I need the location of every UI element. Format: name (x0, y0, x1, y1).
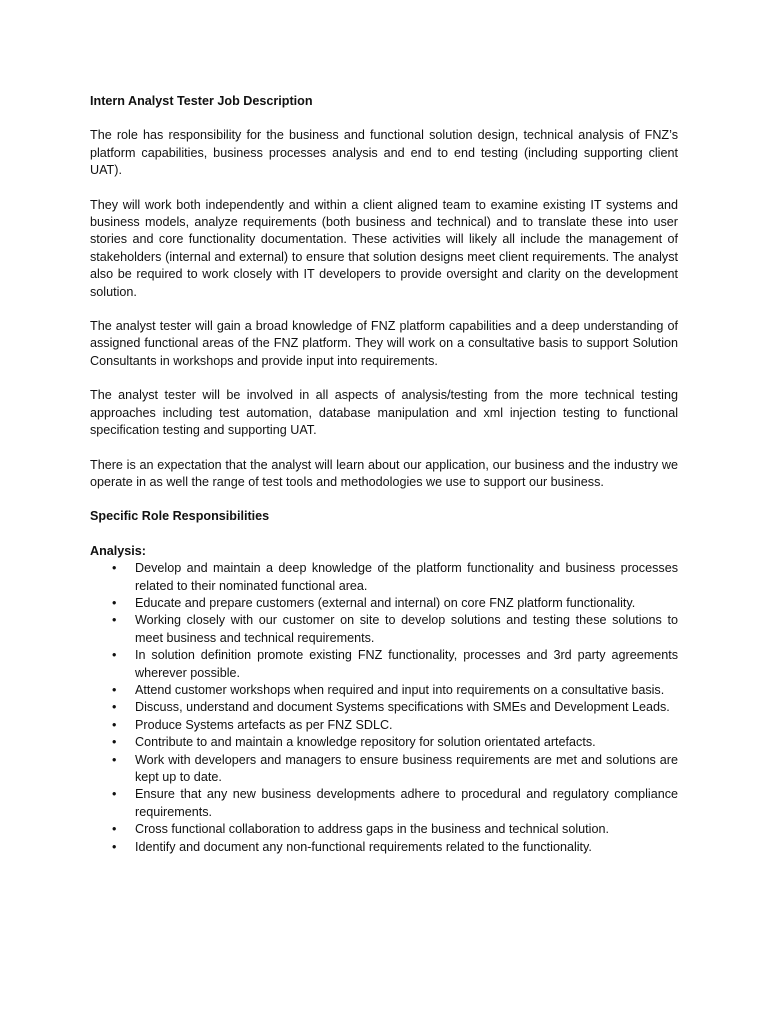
section-heading-responsibilities: Specific Role Responsibilities (90, 509, 270, 524)
list-item (90, 560, 678, 595)
list-item-text: Work with developers and managers to ensure business requirements are met and solutions are kept up to date. (135, 752, 678, 784)
list-item-text: In solution definition promote existing FNZ functionality, processes and 3rd party agreements wherever possible. (135, 648, 678, 680)
document-title: Intern Analyst Tester Job Description (90, 94, 313, 108)
bullet-icon: • (112, 735, 117, 750)
list-item (90, 786, 678, 821)
list-item (90, 821, 678, 838)
list-item (90, 752, 678, 787)
bullet-icon: • (112, 613, 117, 628)
list-item-text: Identify and document any non-functional requirements related to the functionality. (135, 839, 592, 854)
list-item (90, 717, 678, 734)
paragraph-testing-scope: The analyst tester will be involved in all aspects of analysis/testing from the more technical testing approaches including test automation, database manipulation and xml injection testing to functional specification testing and supporting UAT. (90, 388, 678, 438)
list-item (90, 699, 678, 716)
list-item-text: Educate and prepare customers (external and internal) on core FNZ platform functionality. (135, 595, 636, 610)
list-item (90, 682, 678, 699)
bullet-icon: • (112, 822, 117, 837)
analysis-heading: Analysis: (90, 543, 146, 558)
list-item-text: Produce Systems artefacts as per FNZ SDLC. (135, 717, 393, 732)
list-item-text: Attend customer workshops when required and input into requirements on a consultative basis. (135, 682, 665, 697)
list-item (90, 647, 678, 682)
paragraph-platform-knowledge: The analyst tester will gain a broad knowledge of FNZ platform capabilities and a deep understanding of assigned functional areas of the FNZ platform. They will work on a consultative basis to support Solution Consultants in workshops and provide input into requirements. (90, 319, 678, 368)
list-item-text: Discuss, understand and document Systems specifications with SMEs and Development Leads. (135, 700, 670, 715)
analysis-list (90, 560, 678, 856)
list-item-text: Develop and maintain a deep knowledge of the platform functionality and business processes related to their nominated functional area. (135, 561, 678, 593)
bullet-icon: • (112, 717, 117, 732)
bullet-icon: • (112, 648, 117, 663)
bullet-icon: • (112, 595, 117, 610)
bullet-icon: • (112, 752, 117, 767)
bullet-icon: • (112, 682, 117, 697)
list-item-text: Ensure that any new business developments adhere to procedural and regulatory compliance requirements. (135, 787, 678, 819)
bullet-icon: • (112, 561, 117, 576)
list-item (90, 612, 678, 647)
bullet-icon: • (112, 700, 117, 715)
paragraph-role-overview: The role has responsibility for the business and functional solution design, technical analysis of FNZ’s platform capabilities, business processes analysis and end to end testing (including supporting client UAT). (90, 128, 678, 178)
list-item (90, 734, 678, 751)
list-item (90, 839, 678, 856)
list-item-text: Contribute to and maintain a knowledge repository for solution orientated artefacts. (135, 735, 596, 750)
bullet-icon: • (112, 787, 117, 802)
bullet-icon: • (112, 839, 117, 854)
paragraph-expectations: There is an expectation that the analyst will learn about our application, our business and the industry we operate in as well the range of test tools and methodologies we use to support our business. (90, 457, 678, 489)
list-item-text: Working closely with our customer on site to develop solutions and testing these solutions to meet business and technical requirements. (135, 613, 678, 645)
list-item (90, 595, 678, 612)
list-item-text: Cross functional collaboration to address gaps in the business and technical solution. (135, 822, 609, 837)
paragraph-team-work: They will work both independently and within a client aligned team to examine existing IT systems and business models, analyze requirements (both business and technical) and to translate these into user stories and core functionality documentation. These activities will likely all include the management of stakeholders (internal and external) to ensure that solution designs meet client requirements. The analyst also be required to work closely with IT developers to provide oversight and clarity on the development solution. (90, 197, 678, 299)
